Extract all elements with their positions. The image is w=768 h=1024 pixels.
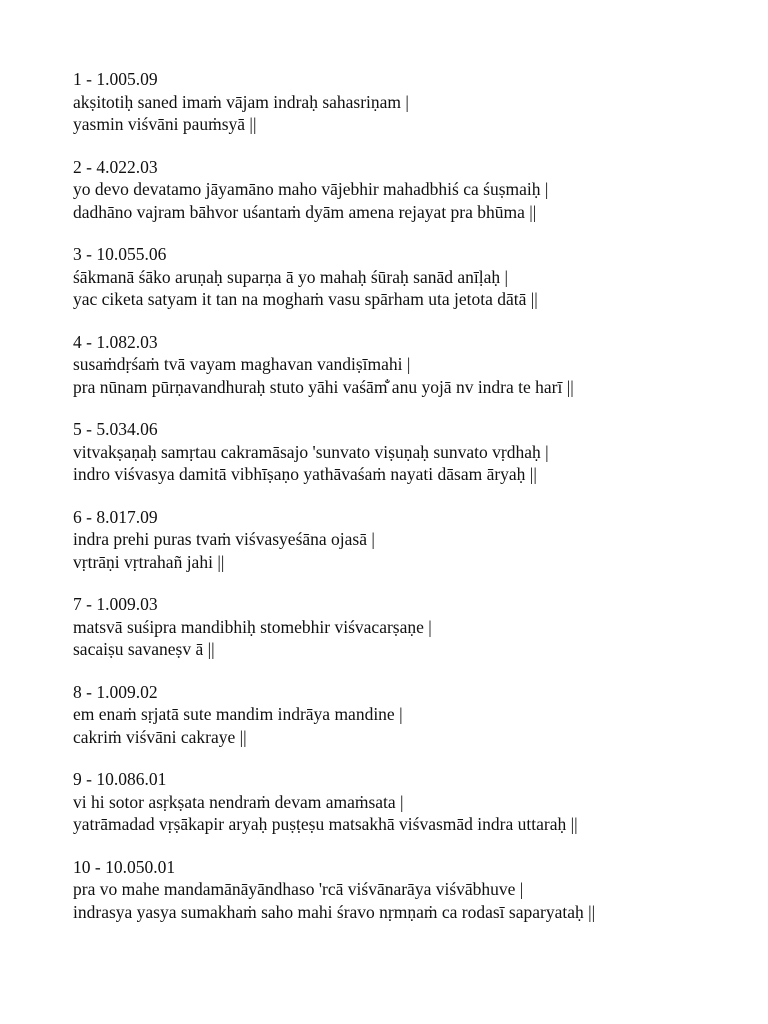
verse-reference: 9 - 10.086.01 xyxy=(73,769,167,789)
verse-block xyxy=(73,768,753,836)
document-body xyxy=(73,68,753,943)
verse-reference: 5 - 5.034.06 xyxy=(73,419,158,439)
verse-block xyxy=(73,68,753,136)
verse-line: vṛtrāṇi vṛtrahañ jahi || xyxy=(73,551,225,572)
verse-block xyxy=(73,506,753,574)
verse-line: dadhāno vajram bāhvor uśantaṁ dyām amena rejayat pra bhūma || xyxy=(73,201,537,222)
verse-line: indro viśvasya damitā vibhīṣaṇo yathāvaśaṁ nayati dāsam āryaḥ || xyxy=(73,464,537,484)
verse-line: indra prehi puras tvaṁ viśvasyeśāna ojasā | xyxy=(73,529,375,549)
verse-block xyxy=(73,856,753,924)
verse-line: sacaiṣu savaneṣv ā || xyxy=(73,639,215,659)
verse-block xyxy=(73,243,753,311)
verse-reference: 10 - 10.050.01 xyxy=(73,856,176,877)
verse-line: matsvā suśipra mandibhiḥ stomebhir viśvacarṣaṇe | xyxy=(73,616,432,637)
verse-reference: 4 - 1.082.03 xyxy=(73,331,158,352)
verse-line: em enaṁ sṛjatā sute mandim indrāya mandine | xyxy=(73,704,403,724)
verse-line: vitvakṣaṇaḥ samṛtau cakramāsajo 'sunvato viṣuṇaḥ sunvato vṛdhaḥ | xyxy=(73,441,549,462)
verse-block xyxy=(73,156,753,224)
verse-line: śākmanā śāko aruṇaḥ suparṇa ā yo mahaḥ śūraḥ sanād anīḷaḥ | xyxy=(73,266,509,287)
verse-line: vi hi sotor asṛkṣata nendraṁ devam amaṁsata | xyxy=(73,791,404,812)
verse-reference: 1 - 1.005.09 xyxy=(73,69,158,89)
verse-line: indrasya yasya sumakhaṁ saho mahi śravo nṛmṇaṁ ca rodasī saparyataḥ || xyxy=(73,901,596,922)
verse-line: yac ciketa satyam it tan na moghaṁ vasu spārham uta jetota dātā || xyxy=(73,289,538,309)
verse-line: akṣitotiḥ saned imaṁ vājam indraḥ sahasriṇam | xyxy=(73,91,409,112)
verse-block xyxy=(73,593,753,661)
verse-line: susaṁdṛśaṁ tvā vayam maghavan vandiṣīmahi | xyxy=(73,354,411,374)
verse-block xyxy=(73,331,753,399)
verse-line: yo devo devatamo jāyamāno maho vājebhir mahadbhiś ca śuṣmaiḥ | xyxy=(73,179,549,199)
verse-reference: 2 - 4.022.03 xyxy=(73,156,158,177)
verse-line: yatrāmadad vṛṣākapir aryaḥ puṣṭeṣu matsakhā viśvasmād indra uttaraḥ || xyxy=(73,814,578,834)
verse-reference: 6 - 8.017.09 xyxy=(73,506,158,527)
verse-reference: 8 - 1.009.02 xyxy=(73,681,158,702)
verse-reference: 3 - 10.055.06 xyxy=(73,244,167,264)
verse-line: pra nūnam pūrṇavandhuraḥ stuto yāhi vaśām̐ anu yojā nv indra te harī || xyxy=(73,376,574,397)
verse-line: cakriṁ viśvāni cakraye || xyxy=(73,726,247,747)
verse-block xyxy=(73,681,753,749)
verse-block xyxy=(73,418,753,486)
verse-line: yasmin viśvāni pauṁsyā || xyxy=(73,114,257,134)
verse-reference: 7 - 1.009.03 xyxy=(73,594,158,614)
verse-line: pra vo mahe mandamānāyāndhaso 'rcā viśvānarāya viśvābhuve | xyxy=(73,879,524,899)
